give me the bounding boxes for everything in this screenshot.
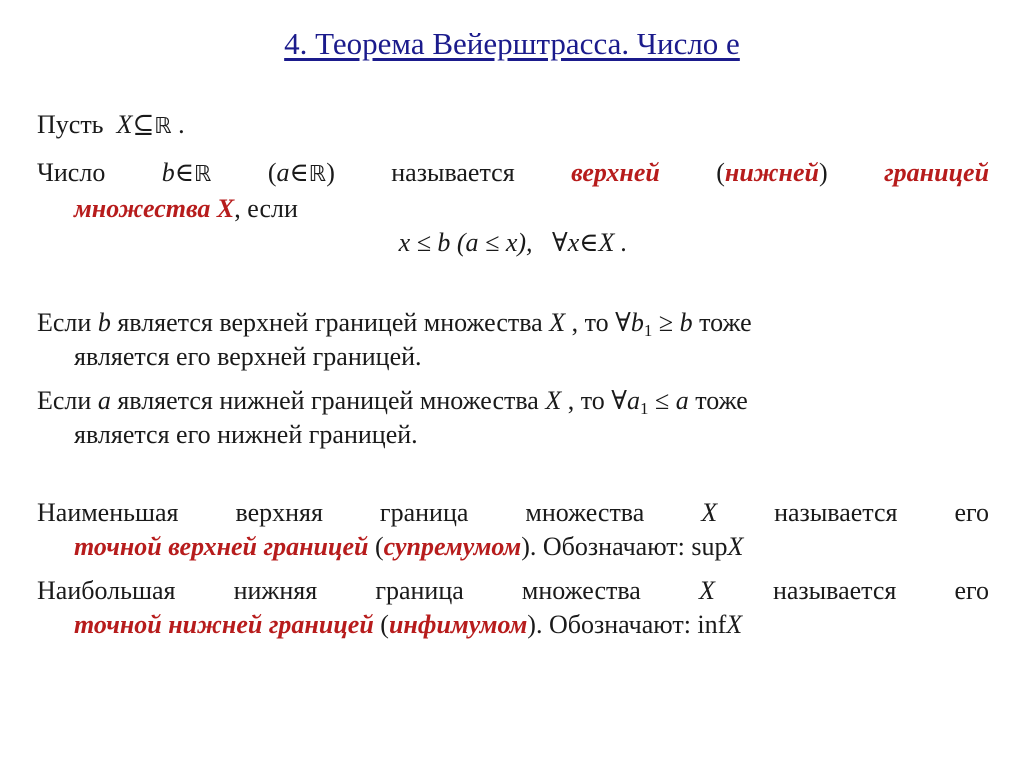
bound-formula: x ≤ b (a ≤ x), ∀x∈X . bbox=[398, 228, 628, 257]
upper-bound-remark: Если b является верхней границей множества X , то $\forall b_1 \ge b$ тоже bbox=[37, 308, 752, 340]
definition-intro: Пусть X⊆ℝ . bbox=[37, 110, 185, 139]
lower-bound-remark: Если a является нижней границей множества X , то $\forall a_1 \le a$ тоже bbox=[37, 386, 748, 418]
infimum-definition-line2: точной нижней границей (инфимумом). Обозначают: infX bbox=[74, 610, 743, 639]
upper-bound-remark-line2: является его верхней границей. bbox=[74, 342, 422, 371]
bound-definition-line1: Число b∈ℝ (a∈ℝ) называется верхней (нижней) границей bbox=[37, 158, 990, 187]
bound-definition-line2: множества X, если bbox=[74, 194, 298, 223]
slide-body bbox=[37, 108, 989, 642]
supremum-definition: Наименьшая верхняя граница множества X называется его bbox=[37, 498, 989, 527]
supremum-definition-line2: точной верхней границей (супремумом). Обозначают: supX bbox=[74, 532, 744, 561]
infimum-definition: Наибольшая нижняя граница множества X называется его bbox=[37, 576, 989, 605]
slide-title: 4. Теорема Вейерштрасса. Число е bbox=[284, 26, 740, 61]
lower-bound-remark-line2: является его нижней границей. bbox=[74, 420, 418, 449]
